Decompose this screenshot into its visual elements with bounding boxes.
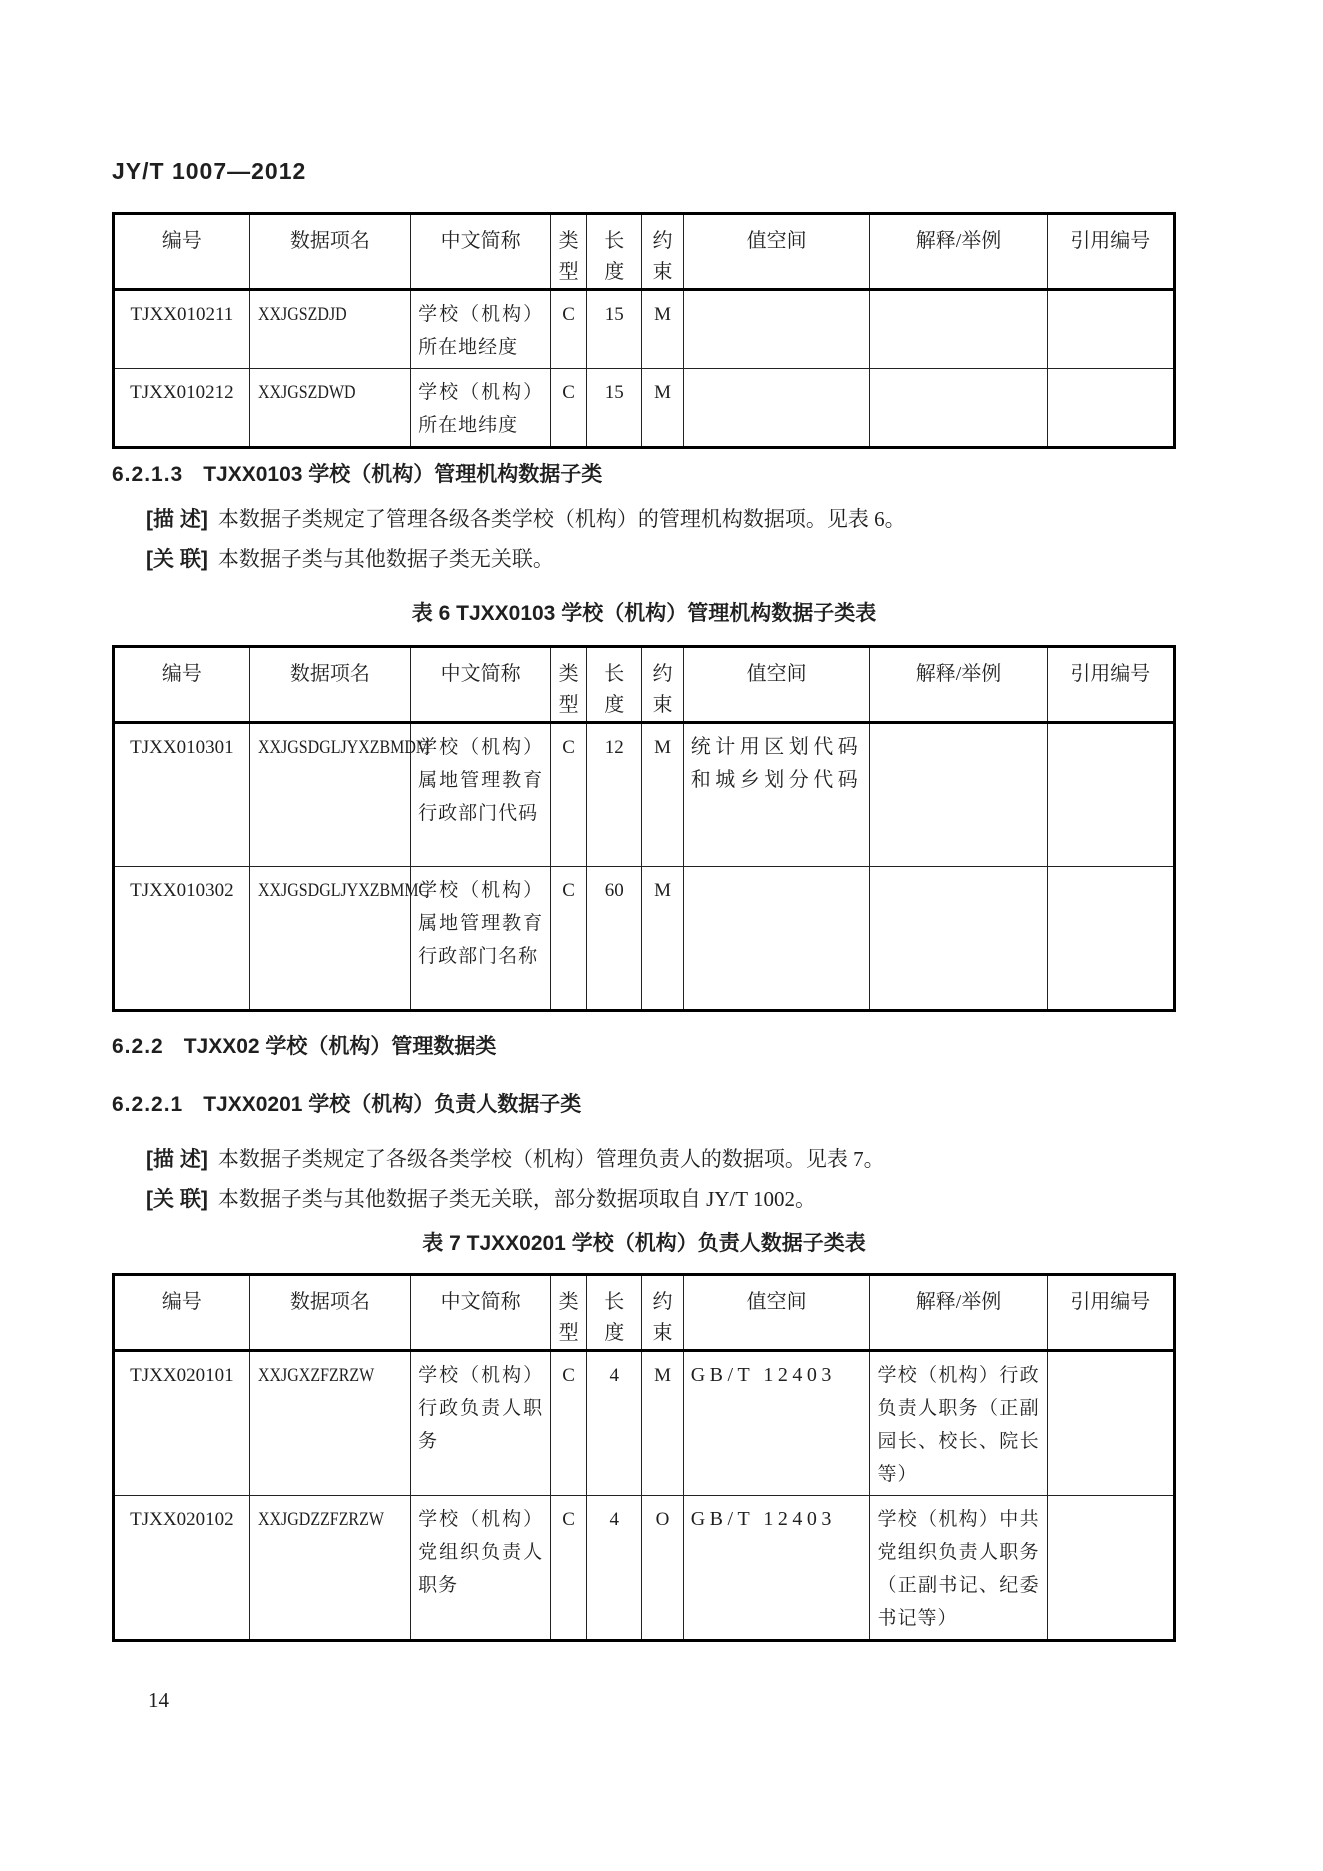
column-header-label: 类型	[558, 1291, 579, 1344]
column-header	[411, 214, 551, 290]
paragraph-label: [关 联]	[146, 1188, 208, 1211]
table-cell-value: 60	[604, 880, 624, 901]
table-cell	[551, 867, 587, 1011]
column-header	[683, 1275, 870, 1351]
table-cell	[642, 369, 683, 448]
table-cell	[870, 369, 1047, 448]
table-cell	[551, 723, 587, 867]
table-cell	[683, 723, 870, 867]
table-cell	[642, 1496, 683, 1641]
table-cell	[870, 1496, 1047, 1641]
column-header	[249, 647, 410, 723]
table-cell-value: 学校（机构）所在地纬度	[418, 382, 544, 436]
column-header	[683, 214, 870, 290]
table-cell-value: XXJGSDGLJYXZBMMC	[257, 880, 429, 901]
column-header	[683, 647, 870, 723]
column-header	[870, 647, 1047, 723]
table-cell	[642, 723, 683, 867]
column-header	[1047, 647, 1174, 723]
column-header	[411, 1275, 551, 1351]
column-header-label: 编号	[161, 1291, 202, 1313]
column-header-label: 值空间	[746, 663, 807, 685]
table-cell	[249, 1496, 410, 1641]
table-cell-value: M	[654, 737, 671, 758]
column-header-label: 编号	[161, 230, 202, 252]
column-header-label: 长度	[604, 230, 625, 283]
column-header-label: 中文简称	[440, 663, 521, 685]
table-cell-value: XXJGSDGLJYXZBMDM	[257, 737, 430, 758]
table-cell-value: XXJGDZZFZRZW	[257, 1509, 384, 1530]
table-cell-value: C	[562, 304, 575, 325]
column-header	[551, 647, 587, 723]
table-cell	[587, 369, 642, 448]
table-cell-value: TJXX020101	[130, 1365, 234, 1386]
table-6-caption: 表 6 TJXX0103 学校（机构）管理机构数据子类表	[411, 602, 877, 625]
table-cell	[551, 290, 587, 369]
description-paragraph	[146, 504, 1176, 535]
column-header-label: 中文简称	[440, 1291, 521, 1313]
table-row	[114, 723, 1175, 867]
header-row	[114, 647, 1175, 723]
table-cell-value: XXJGSZDJD	[257, 304, 347, 325]
table-header	[114, 214, 1175, 290]
table-row	[114, 369, 1175, 448]
column-header-label: 值空间	[746, 230, 807, 252]
column-header	[551, 214, 587, 290]
table-cell-value: XXJGSZDWD	[257, 382, 356, 403]
column-header-label: 类型	[558, 230, 579, 283]
table-cell-value: C	[562, 880, 575, 901]
table-cell	[683, 867, 870, 1011]
table-cell-value: 15	[604, 382, 624, 403]
table-cell-value: TJXX010301	[130, 737, 234, 758]
table-cell	[642, 1351, 683, 1496]
column-header-label: 引用编号	[1070, 1291, 1151, 1313]
table-cell	[870, 290, 1047, 369]
table-cell-value: 4	[609, 1509, 619, 1530]
table-cell	[1047, 369, 1174, 448]
column-header	[249, 1275, 410, 1351]
table-cell	[1047, 1496, 1174, 1641]
document-code: JY/T 1007—2012	[112, 158, 307, 184]
table-body	[114, 723, 1175, 1011]
table-7-responsible-person	[112, 1273, 1176, 1642]
column-header	[642, 214, 683, 290]
column-header-label: 值空间	[746, 1291, 807, 1313]
table-cell-value: O	[655, 1509, 670, 1530]
paragraph-text: 本数据子类与其他数据子类无关联。	[217, 547, 554, 571]
column-header-label: 数据项名	[289, 1291, 370, 1313]
column-header-label: 引用编号	[1070, 230, 1151, 252]
table-cell	[587, 290, 642, 369]
column-header-label: 长度	[604, 1291, 625, 1344]
column-header-label: 引用编号	[1070, 663, 1151, 685]
table-row	[114, 1496, 1175, 1641]
table-cell-value: C	[562, 1365, 575, 1386]
section-title: TJXX0103 学校（机构）管理机构数据子类	[203, 463, 603, 486]
column-header	[870, 214, 1047, 290]
table-cell	[114, 1351, 250, 1496]
column-header-label: 解释/举例	[915, 230, 1002, 252]
relation-paragraph	[146, 544, 1176, 575]
table-cell	[870, 1351, 1047, 1496]
column-header-label: 解释/举例	[915, 1291, 1002, 1313]
table-row	[114, 1351, 1175, 1496]
column-header	[1047, 214, 1174, 290]
table-cell-value: 学校（机构）所在地经度	[418, 304, 544, 358]
table-cell-value: TJXX020102	[130, 1509, 234, 1530]
section-heading-6-2-2-1	[112, 1088, 581, 1118]
column-header	[411, 647, 551, 723]
table-cell	[114, 290, 250, 369]
table-cell-value: 学校（机构）属地管理教育行政部门代码	[418, 737, 544, 824]
section-heading-6-2-2	[112, 1030, 496, 1060]
table-cell	[587, 1496, 642, 1641]
table-body	[114, 290, 1175, 448]
column-header-label: 编号	[161, 663, 202, 685]
table-cell	[249, 867, 429, 1011]
table-cell-value: 12	[604, 737, 624, 758]
relation-paragraph	[146, 1184, 1176, 1215]
table-cell	[411, 1351, 551, 1496]
column-header-label: 中文简称	[440, 230, 521, 252]
section-title: TJXX02 学校（机构）管理数据类	[183, 1035, 497, 1058]
table-cell-value: TJXX010302	[130, 880, 234, 901]
table-cell	[587, 1351, 642, 1496]
table-cell	[551, 1351, 587, 1496]
table-cell-value: 学校（机构）行政负责人职务	[418, 1365, 544, 1452]
table-cell-value: C	[562, 1509, 575, 1530]
header-row	[114, 214, 1175, 290]
paragraph-text: 本数据子类规定了管理各级各类学校（机构）的管理机构数据项。见表 6。	[217, 507, 906, 531]
table-cell-value: 学校（机构）属地管理教育行政部门名称	[418, 880, 544, 967]
table-cell	[683, 369, 870, 448]
table-cell	[870, 867, 1047, 1011]
column-header	[114, 1275, 250, 1351]
table-header	[114, 647, 1175, 723]
paragraph-label: [描 述]	[146, 1148, 208, 1171]
paragraph-text: 本数据子类规定了各级各类学校（机构）管理负责人的数据项。见表 7。	[217, 1147, 885, 1171]
table-6-management-org	[112, 645, 1176, 1012]
page-number: 14	[148, 1688, 169, 1712]
column-header-label: 长度	[604, 663, 625, 716]
table-cell	[683, 1351, 870, 1496]
section-number: 6.2.1.3	[112, 463, 184, 486]
header-row	[114, 1275, 1175, 1351]
paragraph-label: [关 联]	[146, 548, 208, 571]
table-cell	[411, 369, 551, 448]
table-cell	[411, 867, 551, 1011]
table-cell	[1047, 867, 1174, 1011]
table-cell-value: 学校（机构）行政负责人职务（正副园长、校长、院长等）	[877, 1365, 1040, 1485]
table-cell	[551, 369, 587, 448]
table-cell-value: M	[654, 382, 671, 403]
table-cell-value: GB/T 12403	[690, 1508, 836, 1530]
table-cell-value: 统计用区划代码和城乡划分代码	[690, 736, 863, 791]
table-cell	[114, 1496, 250, 1641]
column-header	[551, 1275, 587, 1351]
column-header-label: 解释/举例	[915, 663, 1002, 685]
column-header	[114, 647, 250, 723]
column-header	[587, 647, 642, 723]
table-cell	[551, 1496, 587, 1641]
table-body	[114, 1351, 1175, 1641]
column-header-label: 约束	[652, 230, 673, 283]
column-header	[587, 1275, 642, 1351]
table-cell	[114, 369, 250, 448]
column-header-label: 类型	[558, 663, 579, 716]
column-header-label: 数据项名	[289, 663, 370, 685]
table-cell	[249, 290, 410, 369]
table-cell-value: GB/T 12403	[690, 1364, 836, 1386]
table-cell-value: 15	[604, 304, 624, 325]
data-items-table-continued	[112, 212, 1176, 449]
section-title: TJXX0201 学校（机构）负责人数据子类	[203, 1093, 582, 1116]
column-header	[642, 1275, 683, 1351]
table-cell-value: 学校（机构）党组织负责人职务	[418, 1509, 544, 1596]
column-header	[587, 214, 642, 290]
section-heading-6-2-1-3	[112, 458, 602, 488]
table-cell-value: TJXX010212	[130, 382, 234, 403]
table-cell	[1047, 290, 1174, 369]
table-cell	[642, 290, 683, 369]
column-header-label: 约束	[652, 663, 673, 716]
table-cell-value: M	[654, 1365, 671, 1386]
table-cell	[587, 867, 642, 1011]
table-row	[114, 290, 1175, 369]
table-cell	[1047, 1351, 1174, 1496]
table-header	[114, 1275, 1175, 1351]
section-number: 6.2.2.1	[112, 1093, 184, 1116]
table-cell-value: TJXX010211	[130, 304, 234, 325]
column-header	[870, 1275, 1047, 1351]
table-cell-value: M	[654, 304, 671, 325]
column-header	[114, 214, 250, 290]
table-cell-value: 4	[609, 1365, 619, 1386]
table-cell-value: C	[562, 737, 575, 758]
column-header	[1047, 1275, 1174, 1351]
table-cell	[683, 1496, 870, 1641]
column-header	[642, 647, 683, 723]
column-header-label: 约束	[652, 1291, 673, 1344]
table-cell-value: M	[654, 880, 671, 901]
table-cell	[249, 723, 430, 867]
column-header-label: 数据项名	[289, 230, 370, 252]
table-cell	[411, 1496, 551, 1641]
section-number: 6.2.2	[112, 1035, 164, 1058]
table-7-caption: 表 7 TJXX0201 学校（机构）负责人数据子类表	[422, 1232, 866, 1255]
table-cell	[249, 1351, 410, 1496]
paragraph-label: [描 述]	[146, 508, 208, 531]
table-row	[114, 867, 1175, 1011]
table-cell	[683, 290, 870, 369]
table-cell	[249, 369, 410, 448]
paragraph-text: 本数据子类与其他数据子类无关联，部分数据项取自 JY/T 1002。	[217, 1187, 816, 1211]
table-cell	[642, 867, 683, 1011]
table-cell	[114, 867, 250, 1011]
table-cell	[411, 290, 551, 369]
table-cell	[587, 723, 642, 867]
table-cell-value: 学校（机构）中共党组织负责人职务（正副书记、纪委书记等）	[877, 1509, 1040, 1629]
table-cell	[411, 723, 551, 867]
column-header	[249, 214, 410, 290]
table-cell-value: C	[562, 382, 575, 403]
table-cell	[870, 723, 1047, 867]
description-paragraph	[146, 1144, 1176, 1175]
table-cell	[114, 723, 250, 867]
table-cell-value: XXJGXZFZRZW	[257, 1365, 374, 1386]
table-cell	[1047, 723, 1174, 867]
